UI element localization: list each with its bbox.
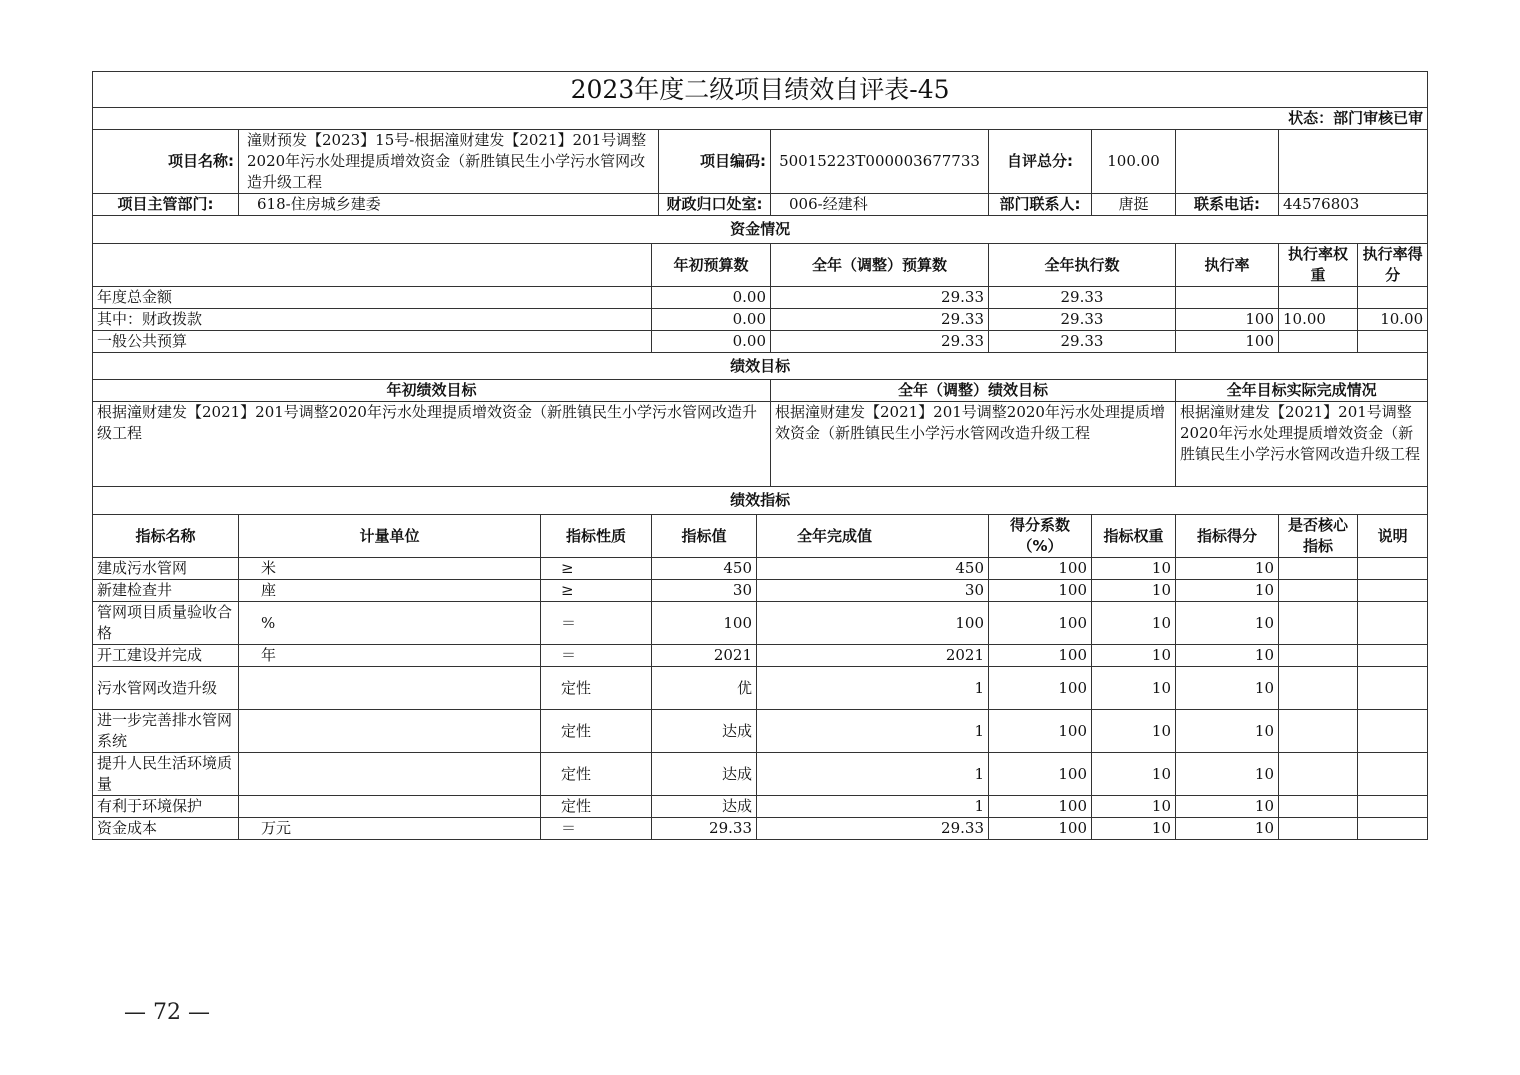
indicator-nature: ＝ [541,645,652,667]
indicator-note [1358,667,1428,710]
funds-header-initial: 年初预算数 [652,244,771,287]
indicator-weight: 10 [1092,558,1176,580]
funds-header-weight: 执行率权重 [1279,244,1358,287]
goals-adjusted-text: 根据潼财建发【2021】201号调整2020年污水处理提质增效资金（新胜镇民生小学污水管网改造升级工程 [771,402,1176,487]
indicator-name: 资金成本 [93,818,239,840]
indicator-coef: 100 [989,796,1092,818]
dept-value: 618-住房城乡建委 [239,194,659,216]
indicator-actual: 29.33 [757,818,989,840]
funds-row-name: 年度总金额 [93,287,652,309]
indicator-note [1358,710,1428,753]
indicator-weight: 10 [1092,667,1176,710]
funds-row-adjusted: 29.33 [771,309,989,331]
indicator-row [93,796,1428,818]
indicators-section-title: 绩效指标 [93,487,1428,515]
funds-row-name: 其中：财政拨款 [93,309,652,331]
indicator-note [1358,818,1428,840]
indicators-section-row [93,487,1428,515]
indicator-score: 10 [1176,710,1279,753]
indicator-actual: 1 [757,710,989,753]
indicator-unit [239,753,541,796]
phone-value: 44576803 [1279,194,1428,216]
funds-row-rate [1176,287,1279,309]
indicator-header-actual: 全年完成值 [757,515,989,558]
indicator-score: 10 [1176,645,1279,667]
indicator-actual: 1 [757,796,989,818]
indicator-header-coef: 得分系数（%） [989,515,1092,558]
goals-header-row [93,380,1428,402]
indicator-core [1279,753,1358,796]
funds-section-row [93,216,1428,244]
indicator-target: 100 [652,602,757,645]
indicator-coef: 100 [989,645,1092,667]
indicator-coef: 100 [989,710,1092,753]
goals-text-row [93,402,1428,487]
contact-value: 唐挺 [1092,194,1176,216]
self-score-label: 自评总分: [989,130,1092,194]
indicator-name: 管网项目质量验收合格 [93,602,239,645]
empty-cell [1176,130,1279,194]
indicator-core [1279,602,1358,645]
funds-row-initial: 0.00 [652,331,771,353]
indicator-header-note: 说明 [1358,515,1428,558]
indicator-target: 450 [652,558,757,580]
indicator-unit [239,710,541,753]
funds-row-weight [1279,287,1358,309]
funds-row-weight: 10.00 [1279,309,1358,331]
funds-row [93,309,1428,331]
goals-actual-text: 根据潼财建发【2021】201号调整2020年污水处理提质增效资金（新胜镇民生小学污水管网改造升级工程 [1176,402,1428,487]
indicator-target: 达成 [652,796,757,818]
indicator-note [1358,580,1428,602]
funds-header-executed: 全年执行数 [989,244,1176,287]
indicator-target: 优 [652,667,757,710]
indicator-name: 建成污水管网 [93,558,239,580]
indicator-header-nature: 指标性质 [541,515,652,558]
indicator-score: 10 [1176,580,1279,602]
indicator-note [1358,602,1428,645]
indicator-core [1279,558,1358,580]
indicator-core [1279,796,1358,818]
funds-header-row [93,244,1428,287]
indicator-nature: ≥ [541,558,652,580]
project-name-label: 项目名称: [93,130,239,194]
project-code-label: 项目编码: [659,130,771,194]
indicator-coef: 100 [989,558,1092,580]
indicator-core [1279,580,1358,602]
funds-row-initial: 0.00 [652,287,771,309]
indicator-nature: 定性 [541,710,652,753]
indicators-header-row [93,515,1428,558]
funds-row-adjusted: 29.33 [771,287,989,309]
indicator-unit: % [239,602,541,645]
status-row [93,108,1428,130]
indicator-score: 10 [1176,818,1279,840]
project-code-value: 50015223T000003677733 [771,130,989,194]
indicator-coef: 100 [989,580,1092,602]
indicator-row [93,580,1428,602]
indicator-core [1279,710,1358,753]
dept-label: 项目主管部门: [93,194,239,216]
indicator-nature: ＝ [541,818,652,840]
indicator-score: 10 [1176,558,1279,580]
indicator-header-score: 指标得分 [1176,515,1279,558]
indicator-score: 10 [1176,602,1279,645]
indicator-nature: 定性 [541,796,652,818]
indicator-actual: 2021 [757,645,989,667]
department-row [93,194,1428,216]
funds-row-score: 10.00 [1358,309,1428,331]
indicator-actual: 30 [757,580,989,602]
indicator-unit: 万元 [239,818,541,840]
goals-section-title: 绩效目标 [93,353,1428,380]
indicator-note [1358,558,1428,580]
indicator-header-unit: 计量单位 [239,515,541,558]
indicator-actual: 100 [757,602,989,645]
indicator-unit [239,796,541,818]
indicator-nature: ≥ [541,580,652,602]
indicator-target: 30 [652,580,757,602]
funds-row-executed: 29.33 [989,309,1176,331]
funds-row-executed: 29.33 [989,287,1176,309]
indicator-weight: 10 [1092,580,1176,602]
indicator-name: 新建检查井 [93,580,239,602]
indicator-coef: 100 [989,818,1092,840]
indicator-score: 10 [1176,796,1279,818]
page-number: — 72 — [124,1000,210,1025]
indicator-target: 2021 [652,645,757,667]
indicator-score: 10 [1176,753,1279,796]
funds-row-score [1358,287,1428,309]
project-name-value: 潼财预发【2023】15号-根据潼财建发【2021】201号调整2020年污水处理提质增效资金（新胜镇民生小学污水管网改造升级工程 [239,130,659,194]
finance-office-label: 财政归口处室: [659,194,771,216]
goals-actual-header: 全年目标实际完成情况 [1176,380,1428,402]
funds-row-adjusted: 29.33 [771,331,989,353]
indicator-unit: 米 [239,558,541,580]
indicator-actual: 450 [757,558,989,580]
indicator-header-weight: 指标权重 [1092,515,1176,558]
goals-initial-header: 年初绩效目标 [93,380,771,402]
funds-header-rate: 执行率 [1176,244,1279,287]
indicator-actual: 1 [757,753,989,796]
funds-section-title: 资金情况 [93,216,1428,244]
title-row [93,72,1428,108]
indicator-name: 污水管网改造升级 [93,667,239,710]
funds-row [93,331,1428,353]
indicator-coef: 100 [989,667,1092,710]
funds-row-initial: 0.00 [652,309,771,331]
indicator-nature: ＝ [541,602,652,645]
indicator-unit: 座 [239,580,541,602]
status-label: 状态：部门审核已审 [93,108,1428,130]
indicator-nature: 定性 [541,667,652,710]
page-title: 2023年度二级项目绩效自评表-45 [93,72,1428,108]
project-name-row [93,130,1428,194]
indicator-target: 29.33 [652,818,757,840]
indicator-unit [239,667,541,710]
indicator-note [1358,796,1428,818]
indicator-score: 10 [1176,667,1279,710]
funds-row-name: 一般公共预算 [93,331,652,353]
indicator-rows [93,558,1428,840]
goals-initial-text: 根据潼财建发【2021】201号调整2020年污水处理提质增效资金（新胜镇民生小学污水管网改造升级工程 [93,402,771,487]
indicator-weight: 10 [1092,753,1176,796]
indicator-core [1279,667,1358,710]
indicator-target: 达成 [652,710,757,753]
indicator-actual: 1 [757,667,989,710]
indicator-weight: 10 [1092,796,1176,818]
phone-label: 联系电话: [1176,194,1279,216]
indicator-header-name: 指标名称 [93,515,239,558]
indicator-nature: 定性 [541,753,652,796]
goals-adjusted-header: 全年（调整）绩效目标 [771,380,1176,402]
empty-cell [1279,130,1428,194]
indicator-weight: 10 [1092,602,1176,645]
indicator-note [1358,645,1428,667]
funds-header-score: 执行率得分 [1358,244,1428,287]
goals-section-row [93,353,1428,380]
funds-row [93,287,1428,309]
indicator-coef: 100 [989,753,1092,796]
self-score-value: 100.00 [1092,130,1176,194]
funds-row-rate: 100 [1176,331,1279,353]
indicator-note [1358,753,1428,796]
indicator-row [93,710,1428,753]
performance-table [92,71,1428,840]
empty-cell [93,244,652,287]
indicator-weight: 10 [1092,645,1176,667]
indicator-row [93,558,1428,580]
funds-row-score [1358,331,1428,353]
indicator-weight: 10 [1092,818,1176,840]
indicator-name: 开工建设并完成 [93,645,239,667]
indicator-core [1279,818,1358,840]
funds-row-weight [1279,331,1358,353]
funds-row-rate: 100 [1176,309,1279,331]
indicator-row [93,818,1428,840]
indicator-name: 提升人民生活环境质量 [93,753,239,796]
indicator-header-core: 是否核心指标 [1279,515,1358,558]
indicator-name: 进一步完善排水管网系统 [93,710,239,753]
indicator-row [93,645,1428,667]
contact-label: 部门联系人: [989,194,1092,216]
indicator-name: 有利于环境保护 [93,796,239,818]
indicator-row [93,667,1428,710]
funds-row-executed: 29.33 [989,331,1176,353]
indicator-core [1279,645,1358,667]
indicator-row [93,753,1428,796]
indicator-row [93,602,1428,645]
indicator-target: 达成 [652,753,757,796]
finance-office-value: 006-经建科 [771,194,989,216]
funds-header-adjusted: 全年（调整）预算数 [771,244,989,287]
indicator-weight: 10 [1092,710,1176,753]
indicator-coef: 100 [989,602,1092,645]
indicator-header-target: 指标值 [652,515,757,558]
indicator-unit: 年 [239,645,541,667]
